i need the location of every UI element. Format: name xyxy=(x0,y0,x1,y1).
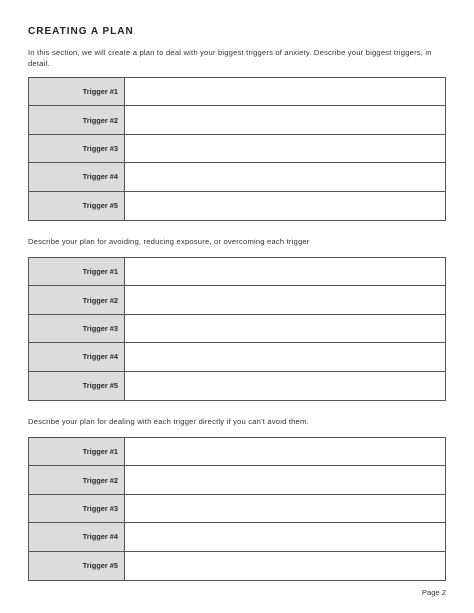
plan-input-cell[interactable] xyxy=(125,552,445,580)
trigger-label: Trigger #2 xyxy=(29,106,125,133)
plan-input-cell[interactable] xyxy=(125,523,445,550)
table-row xyxy=(29,552,445,580)
plan-input-cell[interactable] xyxy=(125,258,445,285)
trigger-label: Trigger #1 xyxy=(29,258,125,285)
avoidance-plan-label: Describe your plan for avoiding, reducing exposure, or overcoming each trigger xyxy=(28,237,310,246)
trigger-label: Trigger #5 xyxy=(29,192,125,220)
plan-input-cell[interactable] xyxy=(125,286,445,313)
table-row xyxy=(29,372,445,400)
plan-input-cell[interactable] xyxy=(125,438,445,465)
trigger-label: Trigger #2 xyxy=(29,286,125,313)
table-row xyxy=(29,315,445,343)
table-row xyxy=(29,438,445,466)
trigger-input-cell[interactable] xyxy=(125,192,445,220)
trigger-input-cell[interactable] xyxy=(125,135,445,162)
trigger-label: Trigger #4 xyxy=(29,343,125,370)
plan-input-cell[interactable] xyxy=(125,315,445,342)
trigger-label: Trigger #4 xyxy=(29,163,125,190)
trigger-label: Trigger #1 xyxy=(29,78,125,105)
trigger-label: Trigger #3 xyxy=(29,495,125,522)
table-row xyxy=(29,495,445,523)
trigger-input-cell[interactable] xyxy=(125,78,445,105)
table-row xyxy=(29,163,445,191)
trigger-label: Trigger #2 xyxy=(29,466,125,493)
trigger-label: Trigger #5 xyxy=(29,372,125,400)
table-row xyxy=(29,135,445,163)
trigger-label: Trigger #1 xyxy=(29,438,125,465)
plan-input-cell[interactable] xyxy=(125,372,445,400)
trigger-label: Trigger #5 xyxy=(29,552,125,580)
trigger-input-cell[interactable] xyxy=(125,106,445,133)
table-row xyxy=(29,343,445,371)
trigger-label: Trigger #4 xyxy=(29,523,125,550)
trigger-input-cell[interactable] xyxy=(125,163,445,190)
table-row xyxy=(29,192,445,220)
table-row xyxy=(29,523,445,551)
page-title: CREATING A PLAN xyxy=(28,26,134,37)
table-row xyxy=(29,106,445,134)
direct-plan-label: Describe your plan for dealing with each trigger directly if you can't avoid them. xyxy=(28,417,309,426)
table-row xyxy=(29,258,445,286)
intro-text: In this section, we will create a plan to deal with your biggest triggers of anxiety. Describe your biggest triggers, in detail. xyxy=(28,48,432,68)
table-row xyxy=(29,78,445,106)
table-row xyxy=(29,286,445,314)
trigger-label: Trigger #3 xyxy=(29,135,125,162)
table-row xyxy=(29,466,445,494)
plan-input-cell[interactable] xyxy=(125,343,445,370)
plan-input-cell[interactable] xyxy=(125,495,445,522)
plan-input-cell[interactable] xyxy=(125,466,445,493)
trigger-label: Trigger #3 xyxy=(29,315,125,342)
triggers-table xyxy=(28,77,446,221)
direct-plan-table xyxy=(28,437,446,581)
avoidance-plan-table xyxy=(28,257,446,401)
page-number: Page 2 xyxy=(421,588,446,597)
